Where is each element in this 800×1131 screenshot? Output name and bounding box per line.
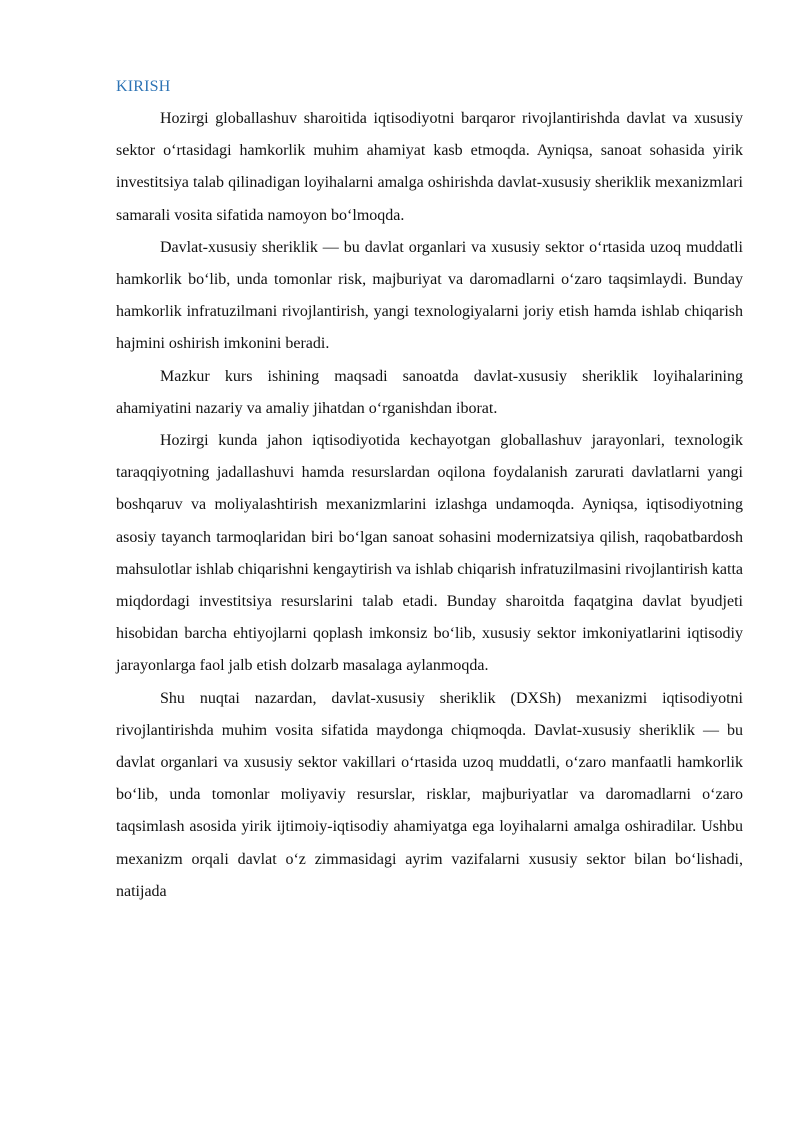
paragraph-2: Davlat-xususiy sheriklik — bu davlat organlari va xususiy sektor o‘rtasida uzoq muddatli hamkorlik bo‘lib, unda tomonlar risk, majburiyat va daromadlarni o‘zaro taqsimlaydi. Bunday hamkorlik infratuzilmani rivojlantirish, yangi texnologiyalarni joriy etish hamda ishlab chiqarish hajmini oshirish imkonini beradi.: [116, 238, 743, 353]
paragraph-4: Hozirgi kunda jahon iqtisodiyotida kechayotgan globallashuv jarayonlari, texnologik taraqqiyotning jadallashuvi hamda resurslardan oqilona foydalanish zarurati davlatlarni yangi boshqaruv va moliyalashtirish mexanizmlarini izlashga undamoqda. Ayniqsa, iqtisodiyotning asosiy tayanch tarmoqlaridan biri bo‘lgan sanoat sohasini modernizatsiya qilish, raqobatbardosh mahsulotlar ishlab chiqarishni kengaytirish va ishlab chiqarish infratuzilmasini rivojlantirish katta miqdordagi investitsiya resurslarini talab etadi. Bunday sharoitda faqatgina davlat byudjeti hisobidan barcha ehtiyojlarni qoplash imkonsiz bo‘lib, xususiy sektor imkoniyatlarini iqtisodiy jarayonlarga faol jalb etish dolzarb masalaga aylanmoqda.: [116, 432, 743, 675]
document-page: [116, 74, 743, 908]
section-heading: KIRISH: [116, 78, 171, 95]
paragraph-3: Mazkur kurs ishining maqsadi sanoatda davlat-xususiy sheriklik loyihalarining ahamiyatini nazariy va amaliy jihatdan o‘rganishdan iborat.: [116, 367, 743, 417]
paragraph-5: Shu nuqtai nazardan, davlat-xususiy sheriklik (DXSh) mexanizmi iqtisodiyotni rivojlantirishda muhim vosita sifatida maydonga chiqmoqda. Davlat-xususiy sheriklik — bu davlat organlari va xususiy sektor vakillari o‘rtasida uzoq muddatli, o‘zaro manfaatli hamkorlik bo‘lib, unda tomonlar moliyaviy resurslar, risklar, majburiyatlar va daromadlarni o‘zaro taqsimlash asosida yirik ijtimoiy-iqtisodiy ahamiyatga ega loyihalarni amalga oshiradilar. Ushbu mexanizm orqali davlat o‘z zimmasidagi ayrim vazifalarni xususiy sektor bilan bo‘lishadi, natijada: [116, 689, 743, 900]
paragraph-1: Hozirgi globallashuv sharoitida iqtisodiyotni barqaror rivojlantirishda davlat va xususiy sektor o‘rtasidagi hamkorlik muhim ahamiyat kasb etmoqda. Ayniqsa, sanoat sohasida yirik investitsiya talab qilinadigan loyihalarni amalga oshirishda davlat-xususiy sheriklik mexanizmlari samarali vosita sifatida namoyon bo‘lmoqda.: [116, 110, 743, 224]
